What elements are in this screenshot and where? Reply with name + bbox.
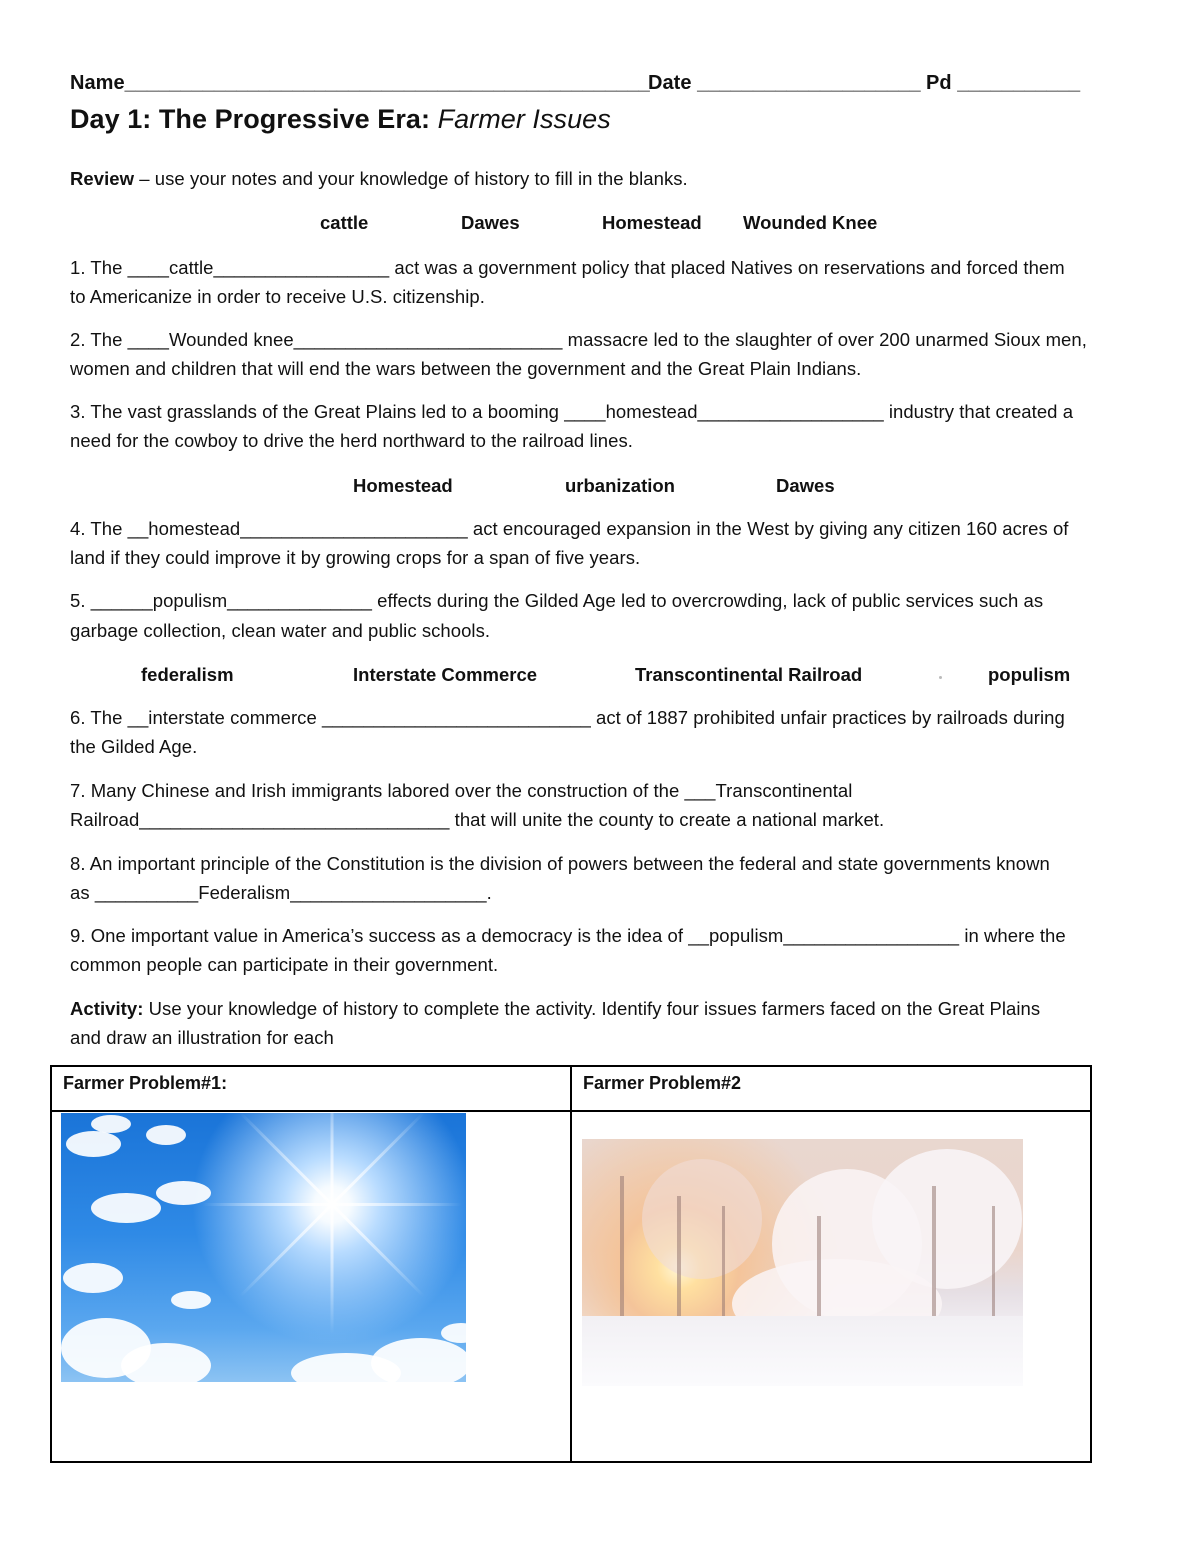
wordbank3-item: federalism: [141, 664, 234, 685]
review-instructions: [70, 168, 688, 190]
wordbank2-item: Dawes: [776, 475, 835, 496]
name-field[interactable]: Name_______________________________________________: [70, 72, 650, 94]
wordbank3-item: Interstate Commerce: [353, 664, 538, 685]
question-8-line-1: 8. An important principle of the Constitution is the division of powers between the federal and state governments known: [70, 853, 1050, 874]
question-5-line-1: 5. ______populism______________ effects during the Gilded Age led to overcrowding, lack of public services such as: [70, 590, 1044, 611]
farmer-problems-table: [50, 1065, 1092, 1463]
question-8-line-2: as __________Federalism___________________.: [70, 882, 492, 903]
question-9-line-2: common people can participate in their government.: [70, 954, 499, 975]
question-4-line-2: land if they could improve it by growing crops for a span of five years.: [70, 547, 641, 568]
pd-field[interactable]: Pd ___________: [926, 72, 1081, 94]
activity-text-1: Use your knowledge of history to complete the activity. Identify four issues farmers faced on the Great Plains: [143, 998, 1041, 1019]
question-3-line-2: need for the cowboy to drive the herd northward to the railroad lines.: [70, 430, 633, 451]
wordbank3-item: populism: [988, 664, 1071, 685]
activity-instructions: [70, 998, 1040, 1020]
question-2-line-1: 2. The ____Wounded knee__________________________ massacre led to the slaughter of over 200 unarmed Sioux men,: [70, 329, 1087, 350]
title-italic: Farmer Issues: [437, 104, 611, 134]
activity-label: Activity:: [70, 998, 144, 1019]
wordbank1-item: cattle: [320, 212, 369, 233]
page-title: [70, 104, 611, 135]
review-text: – use your notes and your knowledge of history to fill in the blanks.: [134, 168, 688, 189]
snowy-winter-image: [582, 1139, 1023, 1386]
wordbank2-item: urbanization: [565, 475, 675, 496]
review-label: Review: [70, 168, 135, 189]
wordbank1-item: Dawes: [461, 212, 520, 233]
question-6-line-2: the Gilded Age.: [70, 736, 198, 757]
question-4-line-1: 4. The __homestead______________________ act encouraged expansion in the West by giving any citizen 160 acres of: [70, 518, 1069, 539]
question-6-line-1: 6. The __interstate commerce __________________________ act of 1887 prohibited unfair practices by railroads during: [70, 707, 1065, 728]
question-7-line-2: Railroad______________________________ that will unite the county to create a national market.: [70, 809, 885, 830]
farmer-problem-2-header: Farmer Problem#2: [571, 1066, 1091, 1111]
activity-text-2: and draw an illustration for each: [70, 1027, 334, 1048]
question-5-line-2: garbage collection, clean water and public schools.: [70, 620, 491, 641]
wordbank1-item: Wounded Knee: [743, 212, 878, 233]
farmer-problem-2-cell: [571, 1111, 1091, 1462]
wordbank1-item: Homestead: [602, 212, 702, 233]
date-field[interactable]: Date ____________________: [648, 72, 921, 94]
question-2-line-2: women and children that will end the wars between the government and the Great Plain Indians.: [70, 358, 862, 379]
wordbank3-item: Transcontinental Railroad: [635, 664, 863, 685]
question-9-line-1: 9. One important value in America’s success as a democracy is the idea of __populism_________________ in where the: [70, 925, 1066, 946]
question-1-line-2: to Americanize in order to receive U.S. citizenship.: [70, 286, 485, 307]
sunny-sky-image: [61, 1113, 466, 1382]
farmer-problem-1-header: Farmer Problem#1:: [51, 1066, 571, 1111]
question-3-line-1: 3. The vast grasslands of the Great Plains led to a booming ____homestead__________________ industry that created a: [70, 401, 1074, 422]
stray-dot: [939, 676, 942, 679]
farmer-problem-1-cell: [51, 1111, 571, 1462]
question-1-line-1: 1. The ____cattle_________________ act was a government policy that placed Natives on reservations and forced them: [70, 257, 1065, 278]
title-main: Day 1: The Progressive Era:: [70, 104, 438, 134]
question-7-line-1: 7. Many Chinese and Irish immigrants labored over the construction of the ___Transcontinental: [70, 780, 853, 801]
wordbank2-item: Homestead: [353, 475, 453, 496]
